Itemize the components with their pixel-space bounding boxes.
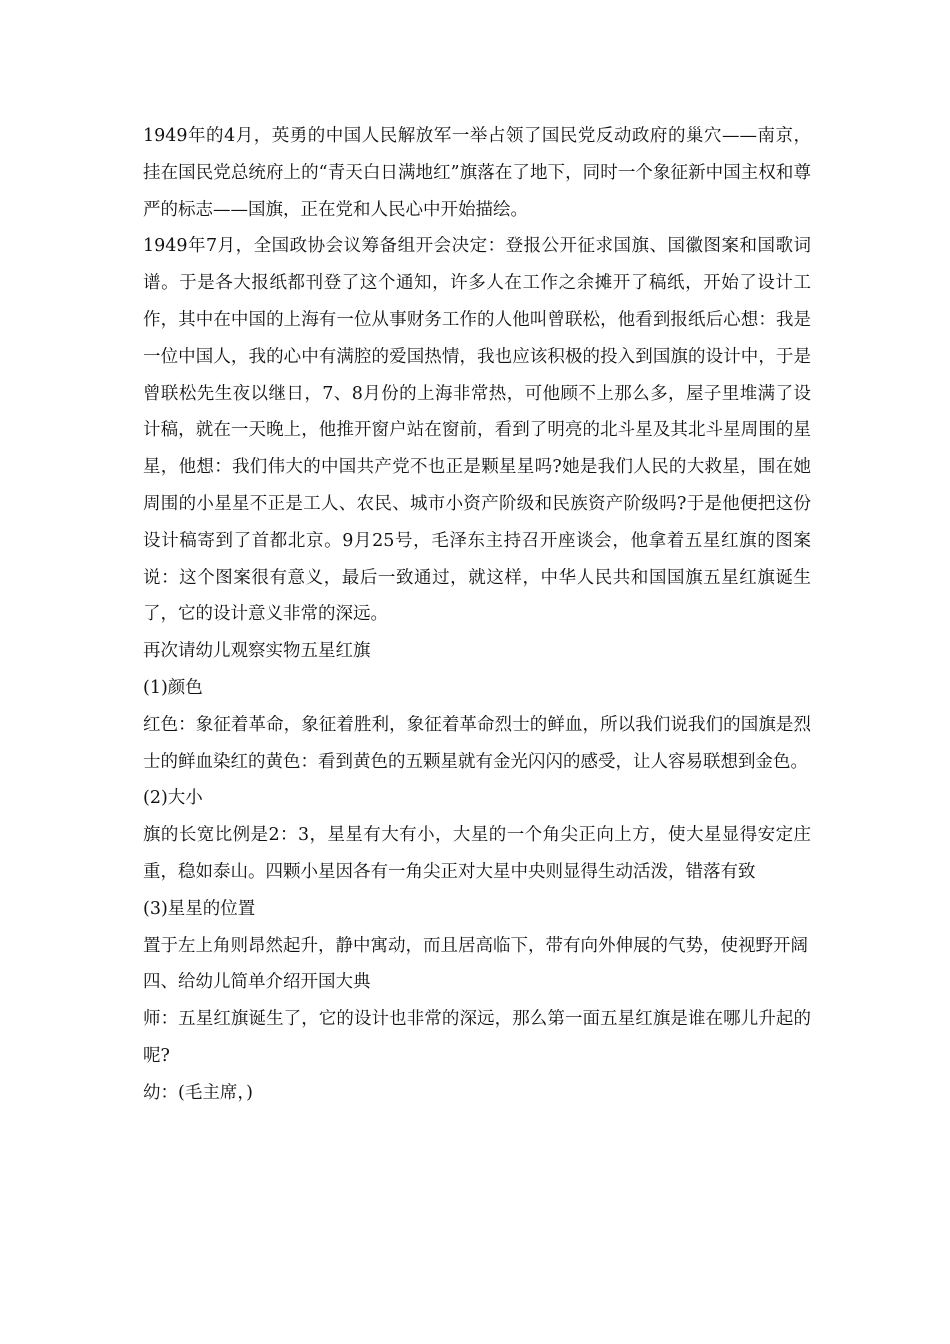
heading-size: (2)大小 <box>143 788 203 809</box>
paragraph-size: 旗的长宽比例是2：3，星星有大有小，大星的一个角尖正向上方，使大星显得安定庄重，稳如泰山。四颗小星因各有一角尖正对大星中央则显得生动活泼，错落有致 <box>143 825 811 882</box>
paragraph-child-answer: 幼：(毛主席，) <box>143 1082 253 1103</box>
heading-color: (1)颜色 <box>143 677 203 698</box>
paragraph-liberation-nanjing: 1949年的4月，英勇的中国人民解放军一举占领了国民党反动政府的巢穴——南京，挂在国民党总统府上的“青天白日满地红”旗落在了地下，同时一个象征新中国主权和尊严的标志——国旗，正在党和人民心中开始描绘。 <box>143 126 811 220</box>
section-heading-founding-ceremony: 四、给幼儿简单介绍开国大典 <box>143 972 371 993</box>
paragraph-observe-flag: 再次请幼儿观察实物五星红旗 <box>143 641 371 662</box>
paragraph-color: 红色：象征着革命，象征着胜利，象征着革命烈士的鲜血，所以我们说我们的国旗是烈士的鲜血染红的黄色：看到黄色的五颗星就有金光闪闪的感受，让人容易联想到金色。 <box>143 714 811 772</box>
paragraph-star-position: 置于左上角则昂然起升，静中寓动，而且居高临下，带有向外伸展的气势，使视野开阔 <box>143 935 808 956</box>
paragraph-teacher-question: 师：五星红旗诞生了，它的设计也非常的深远，那么第一面五星红旗是谁在哪儿升起的呢? <box>143 1009 811 1066</box>
document-body <box>143 118 811 1112</box>
paragraph-flag-design-story: 1949年7月，全国政协会议筹备组开会决定：登报公开征求国旗、国徽图案和国歌词谱。于是各大报纸都刊登了这个通知，许多人在工作之余摊开了稿纸，开始了设计工作，其中在中国的上海有一位从事财务工作的人他叫曾联松，他看到报纸后心想：我是一位中国人，我的心中有满腔的爱国热情，我也应该积极的投入到国旗的设计中，于是曾联松先生夜以继日，7、8月份的上海非常热，可他顾不上那么多，屋子里堆满了设计稿，就在一天晚上，他推开窗户站在窗前，看到了明亮的北斗星及其北斗星周围的星星，他想：我们伟大的中国共产党不也正是颗星星吗?她是我们人民的大救星，围在她周围的小星星不正是工人、农民、城市小资产阶级和民族资产阶级吗?于是他便把这份设计稿寄到了首都北京。9月25号，毛泽东主持召开座谈会，他拿着五星红旗的图案说：这个图案很有意义，最后一致通过，就这样，中华人民共和国国旗五星红旗诞生了，它的设计意义非常的深远。 <box>143 236 811 625</box>
heading-star-position: (3)星星的位置 <box>143 898 256 919</box>
